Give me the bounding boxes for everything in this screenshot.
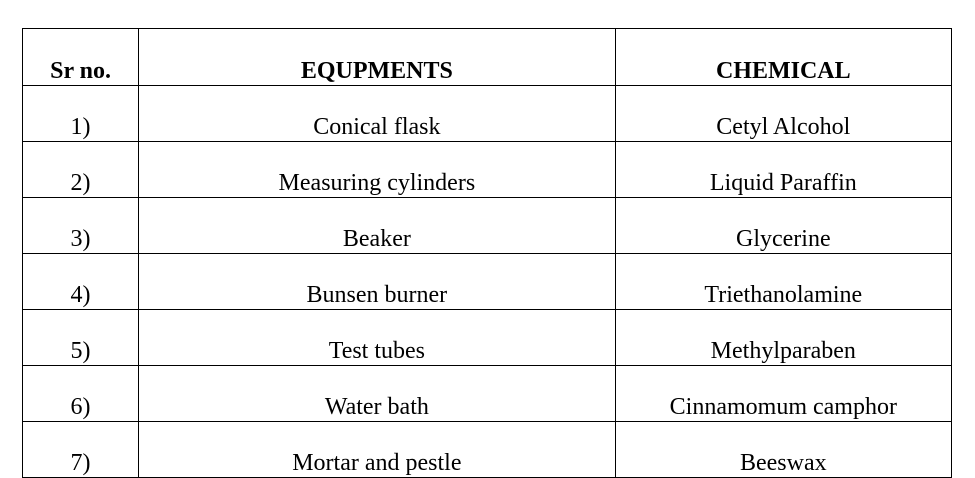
table-row (23, 254, 952, 310)
cell-sr-no: 5) (23, 310, 139, 366)
table-row (23, 310, 952, 366)
cell-chemical: Triethanolamine (615, 254, 951, 310)
cell-chemical: Methylparaben (615, 310, 951, 366)
cell-equipment: Beaker (139, 198, 616, 254)
header-equipments: EQUPMENTS (139, 29, 616, 86)
cell-equipment: Conical flask (139, 86, 616, 142)
cell-equipment: Bunsen burner (139, 254, 616, 310)
cell-chemical: Liquid Paraffin (615, 142, 951, 198)
cell-sr-no: 7) (23, 422, 139, 478)
table-row (23, 422, 952, 478)
table-header-row (23, 29, 952, 86)
cell-chemical: Beeswax (615, 422, 951, 478)
table-row (23, 142, 952, 198)
header-sr-no: Sr no. (23, 29, 139, 86)
cell-equipment: Test tubes (139, 310, 616, 366)
table-row (23, 86, 952, 142)
cell-sr-no: 4) (23, 254, 139, 310)
cell-chemical: Glycerine (615, 198, 951, 254)
cell-chemical: Cetyl Alcohol (615, 86, 951, 142)
table-row (23, 366, 952, 422)
cell-equipment: Measuring cylinders (139, 142, 616, 198)
header-chemical: CHEMICAL (615, 29, 951, 86)
cell-chemical: Cinnamomum camphor (615, 366, 951, 422)
cell-sr-no: 2) (23, 142, 139, 198)
equipment-chemical-table (22, 28, 952, 478)
cell-equipment: Mortar and pestle (139, 422, 616, 478)
cell-sr-no: 1) (23, 86, 139, 142)
cell-sr-no: 6) (23, 366, 139, 422)
cell-equipment: Water bath (139, 366, 616, 422)
table-row (23, 198, 952, 254)
cell-sr-no: 3) (23, 198, 139, 254)
